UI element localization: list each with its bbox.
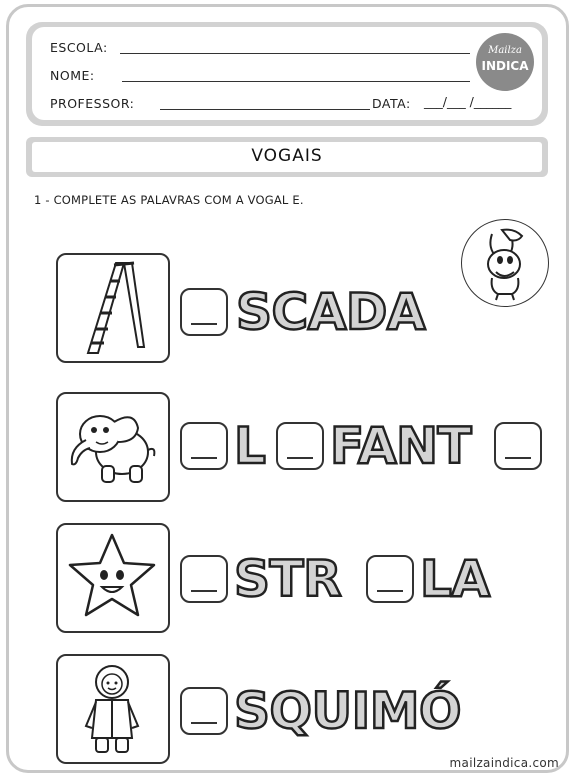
escola-field[interactable]	[120, 53, 470, 54]
donkey-mascot-icon	[461, 219, 549, 307]
elephant-picture	[56, 392, 170, 502]
vowel-blank[interactable]	[180, 555, 228, 603]
instruction-text: 1 - COMPLETE AS PALAVRAS COM A VOGAL E.	[34, 193, 304, 207]
word-letters: L	[234, 417, 266, 475]
word-letters: SQUIMÓ	[234, 682, 461, 740]
logo-text: INDICA	[481, 59, 529, 73]
star-picture	[56, 523, 170, 633]
elephant-icon	[58, 394, 167, 499]
footer-url[interactable]: mailzaindica.com	[449, 756, 559, 770]
word-letters: LA	[420, 550, 490, 608]
header-panel	[26, 22, 548, 126]
vowel-blank[interactable]	[180, 288, 228, 336]
ladder-picture	[56, 253, 170, 363]
escola-label: ESCOLA:	[50, 40, 108, 55]
word-letters: SCADA	[236, 283, 426, 341]
ladder-icon	[58, 255, 167, 360]
vowel-blank[interactable]	[494, 422, 542, 470]
brand-logo	[476, 33, 534, 91]
vowel-blank[interactable]	[180, 422, 228, 470]
data-label: DATA:	[372, 96, 411, 111]
eskimo-picture	[56, 654, 170, 764]
professor-field[interactable]	[160, 109, 370, 110]
star-icon	[58, 525, 167, 630]
professor-label: PROFESSOR:	[50, 96, 135, 111]
logo-script: Mailza	[488, 45, 522, 56]
title-panel	[26, 137, 548, 177]
eskimo-icon	[58, 656, 167, 761]
vowel-blank[interactable]	[366, 555, 414, 603]
word-letters: FANT	[330, 417, 472, 475]
nome-label: NOME:	[50, 68, 95, 83]
date-field[interactable]: ___/___ /______	[424, 94, 512, 109]
header-card	[32, 27, 542, 120]
word-letters: STR	[234, 550, 342, 608]
nome-field[interactable]	[122, 81, 470, 82]
vowel-blank[interactable]	[180, 687, 228, 735]
page-title: VOGAIS	[32, 142, 542, 172]
vowel-blank[interactable]	[276, 422, 324, 470]
